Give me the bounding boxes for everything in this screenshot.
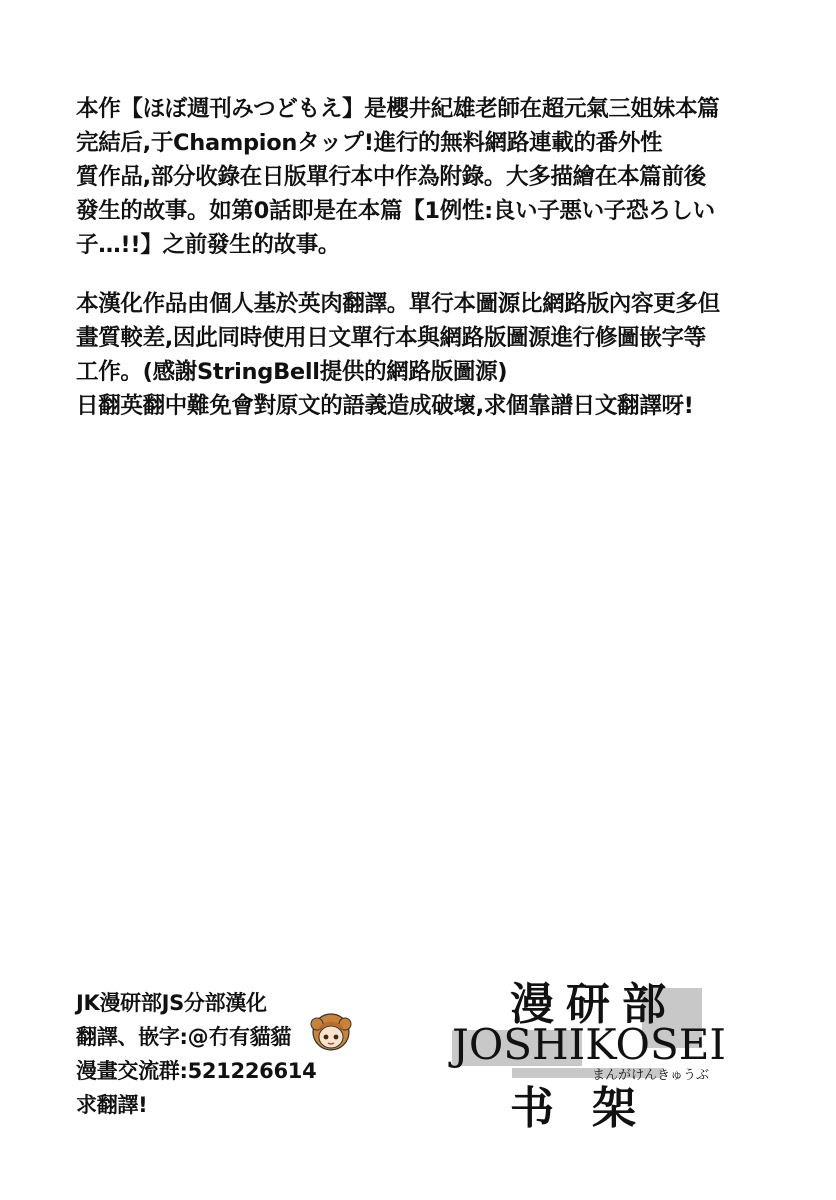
logo-wordmark: JOSHIKOSEI — [452, 1020, 726, 1069]
logo-kana: まんがけんきゅうぶ — [592, 1068, 710, 1083]
credit-translator: 翻譯、嵌字:@冇有貓貓 — [76, 1025, 292, 1049]
text-line: 本漢化作品由個人基於英肉翻譯。單行本圖源比網路版內容更多但 — [76, 291, 720, 317]
logo-club-name: 漫研部 — [510, 979, 678, 1030]
credits-block — [76, 986, 316, 1122]
credit-chat-group: 漫畫交流群:521226614 — [76, 1059, 317, 1083]
text-line: 發生的故事。如第0話即是在本篇【1例性:良い子悪い子恐ろしい — [76, 198, 715, 224]
manga-club-logo — [452, 968, 752, 1134]
text-line: 質作品,部分收錄在日版單行本中作為附錄。大多描繪在本篇前後 — [76, 164, 706, 190]
text-line: 子…!!】之前發生的故事。 — [76, 232, 341, 258]
text-line: 本作【ほぼ週刊みつどもえ】是櫻井紀雄老師在超元氣三姐妹本篇 — [76, 96, 720, 122]
translation-note-paragraph — [76, 287, 766, 423]
credit-group: JK漫研部JS分部漢化 — [76, 991, 267, 1015]
text-line: 工作。(感謝StringBell提供的網路版圖源) — [76, 359, 508, 385]
intro-paragraph — [76, 92, 766, 262]
logo-bookshelf: 书架 — [510, 1083, 674, 1134]
credit-request: 求翻譯! — [76, 1093, 148, 1117]
text-line: 日翻英翻中難免會對原文的語義造成破壞,求個靠譜日文翻譯呀! — [76, 393, 694, 419]
text-line: 完結后,于Championタップ!進行的無料網路連載的番外性 — [76, 130, 663, 156]
text-line: 畫質較差,因此同時使用日文單行本與網路版圖源進行修圖嵌字等 — [76, 325, 706, 351]
anime-girl-avatar-icon — [310, 1010, 352, 1052]
